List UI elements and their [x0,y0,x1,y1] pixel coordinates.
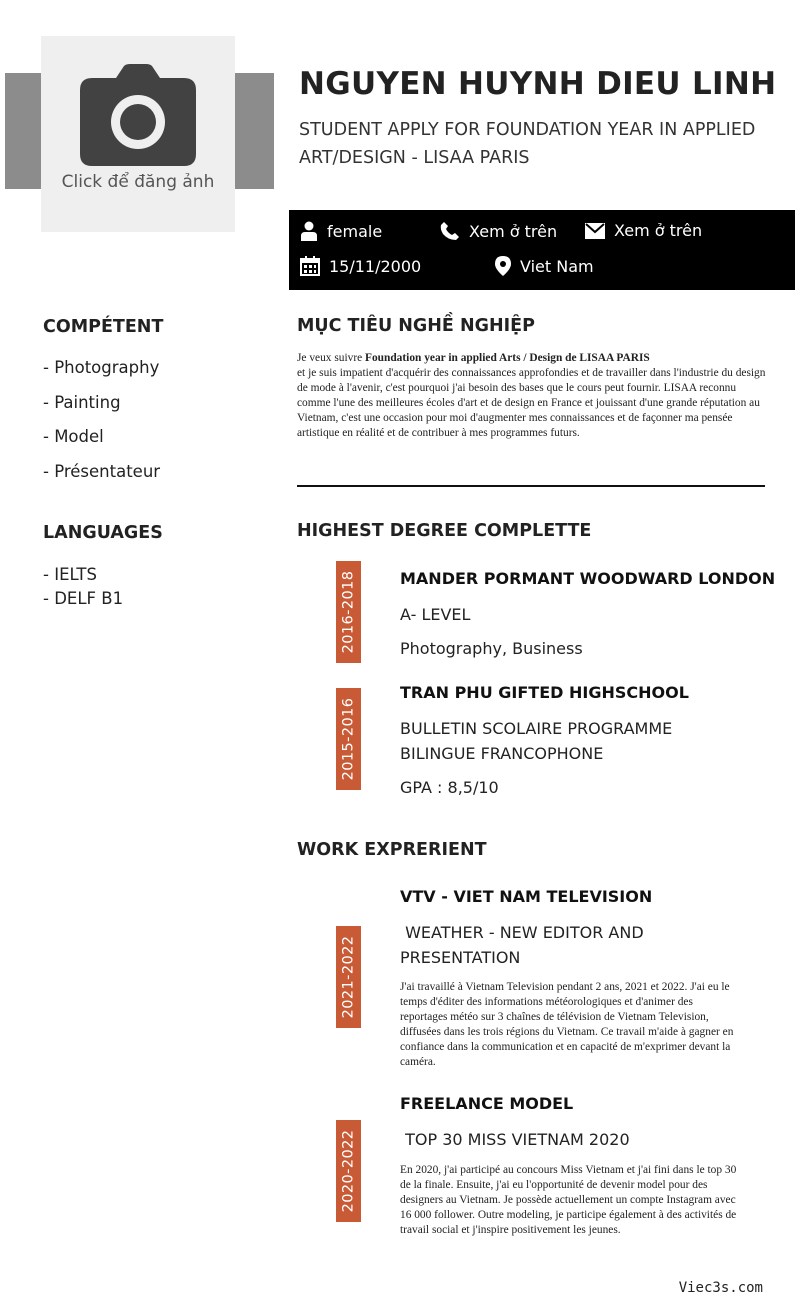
photo-side-bar-left [5,73,41,189]
info-phone-value: Xem ở trên [469,221,558,241]
objective-intro: Je veux suivre [297,352,366,364]
info-phone [440,221,557,241]
location-pin-icon [495,256,511,276]
watermark: Viec3s.com [678,1280,763,1296]
info-location [495,256,594,276]
work-years: 2020-2022 [340,1129,357,1213]
photo-side-bar-right [235,73,274,189]
photo-upload[interactable] [41,36,235,232]
calendar-icon [300,256,320,276]
work-year-tag [336,926,361,1028]
work-years: 2021-2022 [340,935,357,1019]
languages-heading: LANGUAGES [43,523,163,543]
info-location-value: Viet Nam [520,256,594,276]
education-years: 2016-2018 [340,570,357,654]
candidate-name: NGUYEN HUYNH DIEU LINH [299,66,777,102]
skills-heading: COMPÉTENT [43,317,164,337]
skill-item: - Présentateur [43,462,161,481]
education-year-tag [336,688,361,790]
education-degree: BULLETIN SCOLAIRE PROGRAMME BILINGUE FRANCOPHONE [400,719,673,763]
info-gender [300,221,382,241]
info-birthday-value: 15/11/2000 [329,256,422,276]
education-school: MANDER PORMANT WOODWARD LONDON [400,569,776,588]
education-detail: Photography, Business [400,639,583,658]
info-birthday [300,256,421,276]
objective-text [297,351,767,441]
skill-item: - Photography [43,358,160,377]
personal-info-bar [289,210,795,290]
education-school: TRAN PHU GIFTED HIGHSCHOOL [400,683,689,702]
work-role: WEATHER - NEW EDITOR AND PRESENTATION [400,923,649,967]
info-email-value: Xem ở trên [614,221,703,240]
work-heading: WORK EXPRERIENT [297,840,487,860]
language-item: - DELF B1 [43,589,124,608]
work-year-tag [336,1120,361,1222]
education-year-tag [336,561,361,663]
photo-caption: Click để đăng ảnh [61,172,215,192]
objective-heading: MỤC TIÊU NGHỀ NGHIỆP [297,316,535,336]
education-degree: A- LEVEL [400,605,471,624]
section-divider [297,485,765,487]
work-description: En 2020, j'ai participé au concours Miss Vietnam et j'ai fini dans le top 30 de la finale. Ensuite, j'ai eu l'opportunité de devenir model pour des designers au Vietnam. Je possède actuellement un compte Instagram avec 16 000 follower. Outre modeling, je participe également à des activités de travail social et j'inspire positivement les jeunes. [400,1164,737,1236]
phone-icon [440,221,460,241]
education-heading: HIGHEST DEGREE COMPLETTE [297,521,592,541]
candidate-subtitle: STUDENT APPLY FOR FOUNDATION YEAR IN APPLIED ART/DESIGN - LISAA PARIS [299,120,756,168]
language-item: - IELTS [43,565,97,584]
info-gender-value: female [327,221,383,241]
work-description: J'ai travaillé à Vietnam Television pendant 2 ans, 2021 et 2022. J'ai eu le temps d'éditer des informations météorologiques et d'animer des reportages météo sur 3 chaînes de télévision de Vietnam Television, diffusées dans les trois régions du Vietnam. Ce travail m'aide à gagner en confiance dans la communication et en capacité de m'exprimer devant la caméra. [400,981,734,1068]
work-company: VTV - VIET NAM TELEVISION [400,887,653,906]
skill-item: - Painting [43,393,121,412]
skill-item: - Model [43,427,104,446]
camera-icon [80,64,196,166]
objective-intro-bold: Foundation year in applied Arts / Design de LISAA PARIS [365,352,650,364]
education-years: 2015-2016 [340,697,357,781]
person-icon [300,221,318,241]
work-company: FREELANCE MODEL [400,1094,574,1113]
info-email [585,221,702,240]
education-detail: GPA : 8,5/10 [400,778,499,797]
work-role: TOP 30 MISS VIETNAM 2020 [400,1130,630,1149]
envelope-icon [585,223,605,239]
objective-body: et je suis impatient d'acquérir des connaissances approfondies et de travailler dans l'industrie du design de mode à l'avenir, c'est pourquoi j'ai besoin des bases que le cours peut fournir. LISAA reconnu comme l'une des meilleures écoles d'art et de design en France et jouissant d'une grande réputation au Vietnam, c'est une occasion pour moi d'augmenter mes connaissances et de façonner ma pensée artistique en réalité et de contribuer à mes programmes futurs. [297,367,766,439]
